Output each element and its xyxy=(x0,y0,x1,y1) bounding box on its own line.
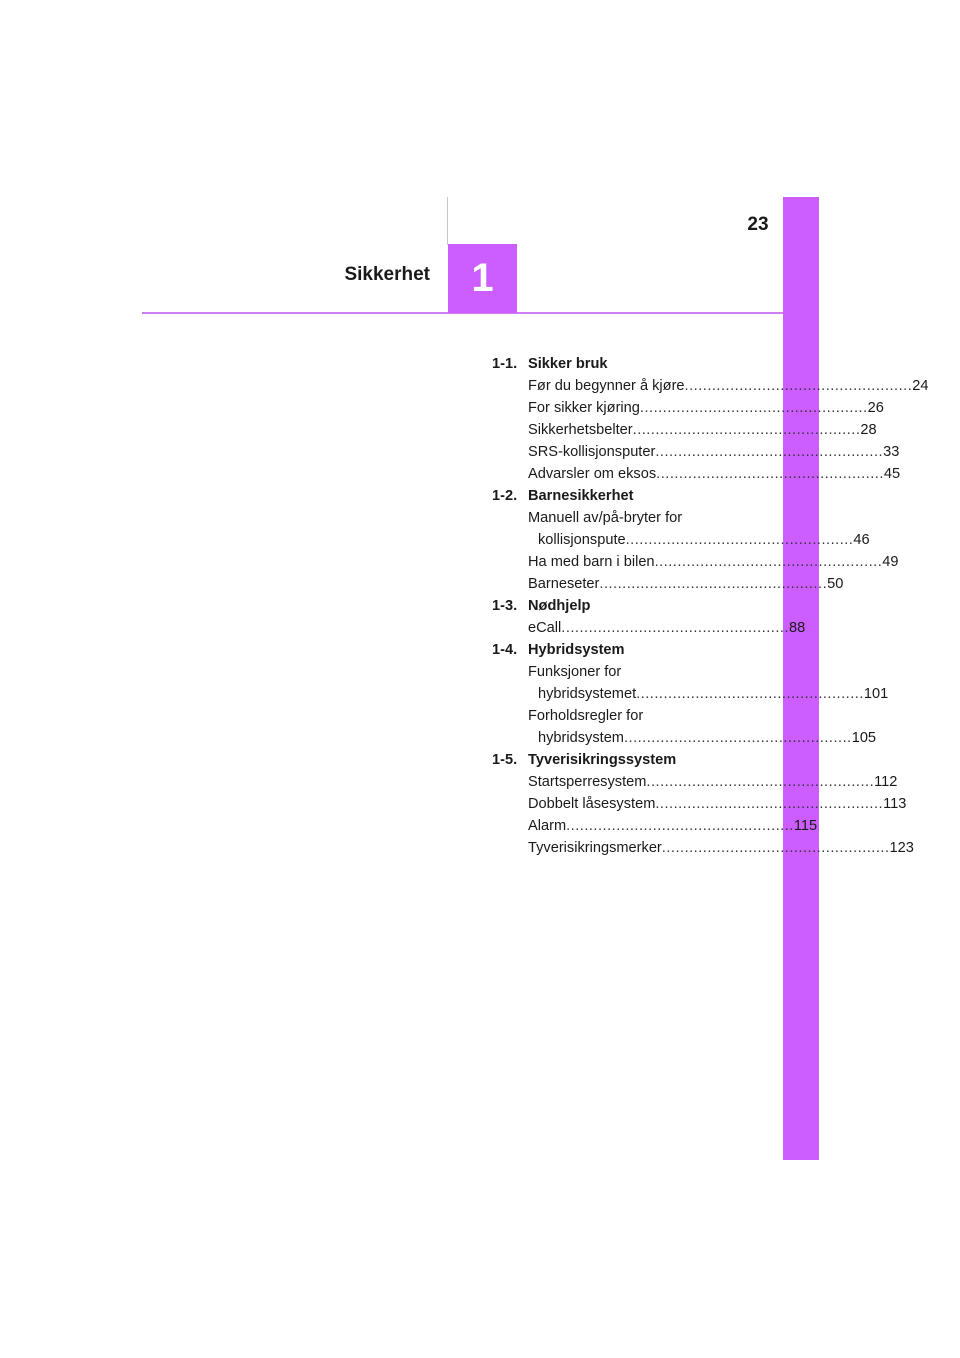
entry-label: For sikker kjøring xyxy=(528,400,640,416)
section-number: 1-4. xyxy=(492,642,518,658)
toc-entry[interactable] xyxy=(492,507,870,551)
leader-dots: .................................................. xyxy=(656,466,884,482)
section-title: Tyverisikringssystem xyxy=(528,752,677,768)
entry-page: 45 xyxy=(883,466,901,482)
entry-label: eCall xyxy=(528,620,562,636)
toc-entry[interactable] xyxy=(492,837,914,859)
entry-page: 123 xyxy=(889,840,914,856)
toc-section-heading[interactable] xyxy=(492,353,742,375)
toc-entry[interactable] xyxy=(492,617,806,639)
entry-label: Manuell av/på-bryter for xyxy=(528,510,683,526)
entry-label: Advarsler om eksos xyxy=(528,466,657,482)
section-number: 1-1. xyxy=(492,356,518,372)
entry-label-continued: hybridsystemet xyxy=(538,686,637,702)
toc-section xyxy=(492,353,929,485)
leader-dots: .................................................. xyxy=(561,620,789,636)
toc-entry[interactable] xyxy=(492,705,877,749)
leader-dots: .................................................. xyxy=(654,554,883,570)
entry-page: 115 xyxy=(793,818,818,834)
table-of-contents xyxy=(492,353,929,859)
section-title: Sikker bruk xyxy=(528,356,608,372)
entry-label: Alarm xyxy=(528,818,567,834)
entry-label: SRS-kollisjonsputer xyxy=(528,444,656,460)
entry-page: 113 xyxy=(883,796,907,812)
entry-page: 28 xyxy=(860,422,877,438)
leader-dots: .................................................. xyxy=(625,532,854,548)
toc-entry[interactable] xyxy=(492,463,901,485)
toc-entry[interactable] xyxy=(492,551,899,573)
toc-entry[interactable] xyxy=(492,771,898,793)
toc-section-heading[interactable] xyxy=(492,749,742,771)
entry-page: 24 xyxy=(912,378,929,394)
entry-label: Startsperresystem xyxy=(528,774,647,790)
toc-section-heading[interactable] xyxy=(492,485,742,507)
leader-dots: .................................................. xyxy=(655,796,884,812)
entry-label: Forholdsregler for xyxy=(528,708,644,724)
toc-section xyxy=(492,749,914,859)
leader-dots: .................................................. xyxy=(636,686,864,702)
entry-page: 50 xyxy=(827,576,844,592)
entry-label: Ha med barn i bilen xyxy=(528,554,655,570)
entry-label-continued: hybridsystem xyxy=(538,730,624,746)
section-number: 1-2. xyxy=(492,488,518,504)
leader-dots: .................................................. xyxy=(655,444,884,460)
toc-section-heading[interactable] xyxy=(492,595,742,617)
leader-dots: .................................................. xyxy=(566,818,794,834)
toc-section xyxy=(492,595,806,639)
section-title: Barnesikkerhet xyxy=(528,488,634,504)
toc-entry[interactable] xyxy=(492,397,884,419)
entry-label: Funksjoner for xyxy=(528,664,622,680)
entry-page: 101 xyxy=(863,686,889,702)
toc-entry[interactable] xyxy=(492,661,889,705)
chapter-title: Sikkerhet xyxy=(344,264,430,285)
header-divider-vertical xyxy=(447,197,448,245)
section-number: 1-3. xyxy=(492,598,518,614)
toc-entry[interactable] xyxy=(492,419,877,441)
toc-entry[interactable] xyxy=(492,375,929,397)
entry-label: Barneseter xyxy=(528,576,600,592)
section-title: Nødhjelp xyxy=(528,598,591,614)
section-title: Hybridsystem xyxy=(528,642,625,658)
leader-dots: .................................................. xyxy=(623,730,852,746)
entry-page: 112 xyxy=(874,774,898,790)
leader-dots: .................................................. xyxy=(684,378,913,394)
entry-page: 46 xyxy=(853,532,870,548)
entry-label: Sikkerhetsbelter xyxy=(528,422,633,438)
chapter-side-tab xyxy=(783,197,819,1160)
toc-entry[interactable] xyxy=(492,793,907,815)
entry-label: Før du begynner å kjøre xyxy=(528,378,685,394)
toc-entry[interactable] xyxy=(492,573,844,595)
entry-page: 88 xyxy=(789,620,806,636)
leader-dots: .................................................. xyxy=(599,576,828,592)
chapter-number: 1 xyxy=(471,256,494,300)
leader-dots: .................................................. xyxy=(661,840,890,856)
entry-page: 49 xyxy=(882,554,899,570)
toc-section xyxy=(492,639,889,749)
toc-section-heading[interactable] xyxy=(492,639,742,661)
entry-page: 26 xyxy=(867,400,884,416)
entry-label-continued: kollisjonspute xyxy=(538,532,626,548)
leader-dots: .................................................. xyxy=(646,774,875,790)
entry-page: 105 xyxy=(851,730,877,746)
entry-page: 33 xyxy=(883,444,900,460)
section-number: 1-5. xyxy=(492,752,518,768)
entry-label: Tyverisikringsmerker xyxy=(528,840,662,856)
chapter-number-box xyxy=(448,244,517,313)
leader-dots: .................................................. xyxy=(632,422,861,438)
toc-entry[interactable] xyxy=(492,815,818,837)
entry-label: Dobbelt låsesystem xyxy=(528,796,656,812)
toc-entry[interactable] xyxy=(492,441,900,463)
page-number: 23 xyxy=(747,214,769,235)
leader-dots: .................................................. xyxy=(639,400,868,416)
toc-section xyxy=(492,485,899,595)
